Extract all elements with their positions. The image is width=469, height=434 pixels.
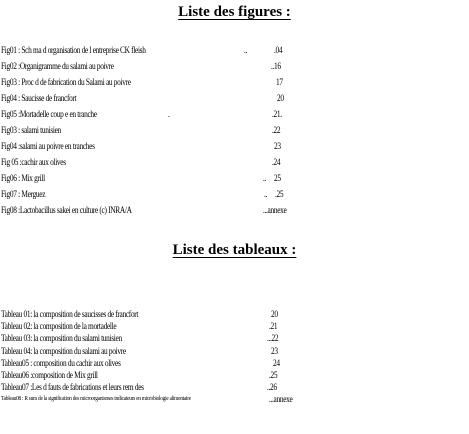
table-page: 23	[271, 345, 278, 356]
table-entry	[1, 393, 469, 405]
table-label: Tableau08 : R sum de la signification des microorganismes indicateurs en microbiologie alimentaire	[1, 396, 191, 403]
figure-leader-dots: ..	[244, 45, 248, 55]
figures-heading: Liste des figures :	[178, 4, 291, 20]
figure-label: Fig01 : Sch ma d organisation de l entreprise CK fleish	[1, 45, 146, 55]
table-page: .25	[269, 369, 278, 380]
figure-label: Fig 05 :cachir aux olives	[1, 157, 66, 167]
figure-label: Fig07 : Merguez	[1, 189, 46, 199]
table-entry	[1, 320, 469, 332]
table-entry	[1, 357, 469, 369]
figure-entry	[1, 170, 469, 186]
figure-leader-dots: ..	[263, 173, 267, 183]
figure-page: ...annexe	[263, 205, 287, 215]
figure-page: .22	[272, 125, 281, 135]
figure-label: Fig03 : salami tunisien	[1, 125, 61, 135]
table-entry	[1, 369, 469, 381]
table-entry	[1, 332, 469, 344]
figure-entry	[1, 58, 469, 74]
table-label: Tableau 03: la composition du salami tunisien	[1, 333, 122, 344]
figure-page: .04	[274, 45, 283, 55]
figure-label: Fig02 :Organigramme du salami au poivre	[1, 61, 114, 71]
figure-entry	[1, 74, 469, 90]
table-page: ..26	[267, 382, 277, 393]
table-page: ...22	[267, 333, 279, 344]
figures-list	[1, 42, 469, 218]
figure-label: Fig04 : Saucisse de francfort	[1, 93, 77, 103]
figure-page: ..16	[271, 61, 281, 71]
table-label: Tableau05 : composition du cachir aux olives	[1, 357, 121, 368]
figure-label: Fig05 :Mortadelle coup e en tranche	[1, 109, 97, 119]
table-label: Tableau 01: la composition de saucisses de francfort	[1, 309, 139, 319]
table-label: Tableau 04: la composition du salami au poivre	[1, 345, 126, 356]
figure-page: .25	[275, 189, 284, 199]
table-page: 20	[271, 309, 278, 319]
figure-label: Fig06 : Mix grill	[1, 173, 45, 183]
table-entry	[1, 345, 469, 357]
table-page: 24	[273, 357, 280, 368]
figure-page: 20	[277, 93, 284, 103]
figure-entry	[1, 186, 469, 202]
figure-page: 17	[276, 77, 283, 87]
figure-leader-dots: .	[168, 109, 170, 119]
figure-entry	[1, 202, 469, 218]
figure-label: Fig03 : Proc d de fabrication du Salami au poivre	[1, 77, 131, 87]
figure-page: .24	[272, 157, 281, 167]
figure-entry	[1, 42, 469, 58]
table-page: ...annexe	[269, 394, 293, 405]
figure-entry	[1, 154, 469, 170]
table-page: .21	[269, 321, 278, 332]
tables-list	[1, 308, 469, 406]
figure-entry	[1, 122, 469, 138]
figure-label: Fig04 :salami au poivre en tranches	[1, 141, 95, 151]
table-label: Tableau07 :Les d fauts de fabrications et leurs rem des	[1, 382, 144, 393]
table-entry	[1, 381, 469, 393]
figure-entry	[1, 138, 469, 154]
table-entry	[1, 308, 469, 320]
figure-page: 25	[274, 173, 281, 183]
figure-label: Fig08 :Lactobacillus sakei en culture (c) INRA/A	[1, 205, 132, 215]
table-label: Tableau06 :composition de Mix grill	[1, 369, 98, 380]
figure-entry	[1, 90, 469, 106]
figure-entry	[1, 106, 469, 122]
table-label: Tableau 02: la composition de la mortadelle	[1, 321, 117, 332]
tables-heading: Liste des tableaux :	[172, 242, 297, 258]
figure-leader-dots: ..	[264, 189, 268, 199]
figure-page: 23	[274, 141, 281, 151]
figure-page: .21.	[272, 109, 282, 119]
